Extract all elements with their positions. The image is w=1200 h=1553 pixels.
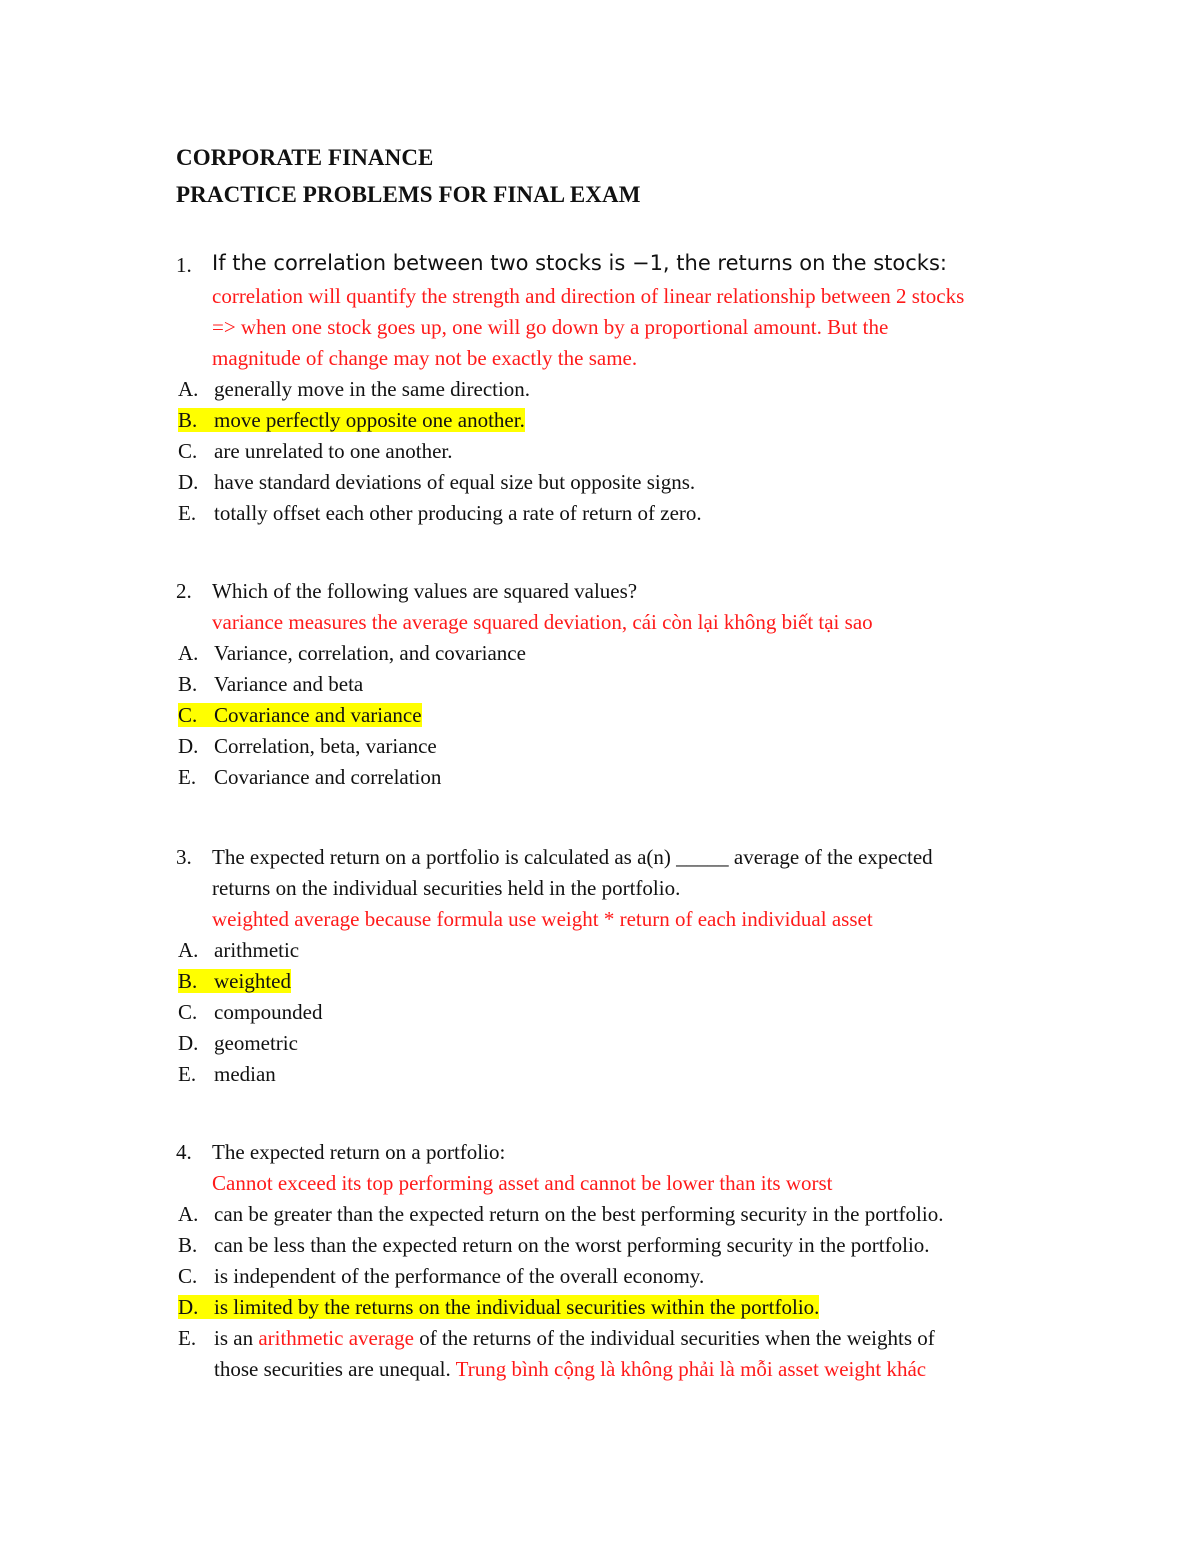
question-text: The expected return on a portfolio is calculated as a(n) _____ average of the expected (212, 845, 933, 869)
answer-note: variance measures the average squared deviation, cái còn lại không biết tại sao (212, 610, 873, 634)
question-text: The expected return on a portfolio: (212, 1140, 506, 1164)
answer-option: C. is independent of the performance of the overall economy. (178, 1264, 705, 1288)
question-text: Which of the following values are squared values? (212, 579, 638, 603)
inline-annotation: Trung bình cộng là không phải là mỗi asset weight khác (455, 1357, 927, 1381)
answer-option: A. can be greater than the expected return on the best performing security in the portfolio. (178, 1202, 944, 1226)
answer-option: E. totally offset each other producing a rate of return of zero. (178, 501, 702, 525)
answer-option: B. can be less than the expected return on the worst performing security in the portfolio. (178, 1233, 930, 1257)
answer-note: magnitude of change may not be exactly the same. (212, 346, 638, 370)
answer-option-continuation: those securities are unequal. Trung bình cộng là không phải là mỗi asset weight khác (214, 1357, 927, 1381)
answer-note: => when one stock goes up, one will go down by a proportional amount. But the (212, 315, 889, 339)
answer-option: E. is an arithmetic average of the returns of the individual securities when the weights of (178, 1326, 935, 1350)
answer-option: A. arithmetic (178, 938, 300, 962)
answer-option-correct: D. is limited by the returns on the individual securities within the portfolio. (178, 1295, 820, 1319)
question-number: 2. (176, 579, 192, 603)
answer-option-correct: B. weighted (178, 969, 291, 993)
answer-option-correct: B. move perfectly opposite one another. (178, 408, 525, 432)
answer-option: C. compounded (178, 1000, 323, 1024)
question-number: 4. (176, 1140, 192, 1164)
answer-option: E. median (178, 1062, 276, 1086)
question-text: returns on the individual securities held in the portfolio. (212, 876, 681, 900)
answer-option-correct: C. Covariance and variance (178, 703, 422, 727)
answer-option: A. generally move in the same direction. (178, 377, 531, 401)
answer-option: B. Variance and beta (178, 672, 364, 696)
question-number: 3. (176, 845, 192, 869)
answer-note: Cannot exceed its top performing asset and cannot be lower than its worst (212, 1171, 833, 1195)
document-subtitle: PRACTICE PROBLEMS FOR FINAL EXAM (176, 182, 641, 207)
answer-option: C. are unrelated to one another. (178, 439, 453, 463)
answer-option: D. geometric (178, 1031, 298, 1055)
document-title: CORPORATE FINANCE (176, 145, 434, 170)
answer-option: E. Covariance and correlation (178, 765, 442, 789)
answer-option: D. Correlation, beta, variance (178, 734, 437, 758)
answer-option: A. Variance, correlation, and covariance (178, 641, 526, 665)
inline-annotation: arithmetic average (258, 1326, 414, 1350)
answer-option: D. have standard deviations of equal size but opposite signs. (178, 470, 696, 494)
answer-note: correlation will quantify the strength and direction of linear relationship between 2 stocks (212, 284, 965, 308)
answer-note: weighted average because formula use weight * return of each individual asset (212, 907, 873, 931)
question-number: 1. (176, 253, 192, 277)
question-text: If the correlation between two stocks is −1, the returns on the stocks: (212, 251, 947, 275)
